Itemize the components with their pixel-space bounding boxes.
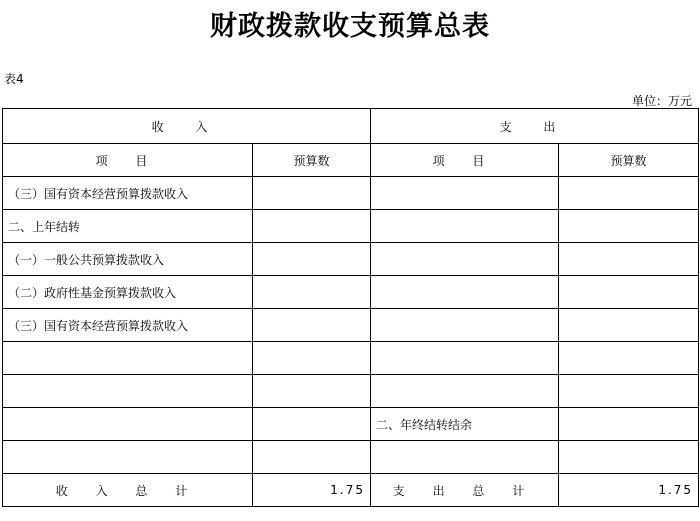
income-amount-cell — [253, 342, 371, 375]
table-row — [3, 441, 699, 474]
expense-amount-cell — [559, 342, 699, 375]
income-amount-cell — [253, 276, 371, 309]
expense-item-cell — [371, 243, 559, 276]
expense-section-header: 支 出 — [371, 109, 699, 144]
expense-amount-cell — [559, 276, 699, 309]
income-total-label: 收 入 总 计 — [3, 474, 253, 507]
income-item-header: 项 目 — [3, 144, 253, 177]
table-number: 表4 — [4, 72, 24, 86]
income-amount-header: 预算数 — [253, 144, 371, 177]
income-section-header: 收 入 — [3, 109, 371, 144]
totals-row — [3, 474, 699, 507]
table-row — [3, 408, 699, 441]
income-item-cell: 二、上年结转 — [3, 210, 253, 243]
income-amount-cell — [253, 408, 371, 441]
income-item-cell — [3, 408, 253, 441]
unit-label: 单位：万元 — [631, 94, 692, 108]
table-row — [3, 342, 699, 375]
income-amount-cell — [253, 441, 371, 474]
expense-item-header: 项 目 — [371, 144, 559, 177]
income-item-cell: （一）一般公共预算拨款收入 — [3, 243, 253, 276]
income-amount-cell — [253, 375, 371, 408]
income-item-cell — [3, 375, 253, 408]
expense-total-label: 支 出 总 计 — [371, 474, 559, 507]
table-row — [3, 210, 699, 243]
expense-amount-cell — [559, 408, 699, 441]
table-row — [3, 375, 699, 408]
expense-total-value: 1.75 — [559, 474, 699, 507]
expense-item-cell — [371, 375, 559, 408]
header-row-columns — [3, 144, 699, 177]
expense-item-cell — [371, 177, 559, 210]
table-row — [3, 309, 699, 342]
expense-amount-cell — [559, 177, 699, 210]
income-amount-cell — [253, 210, 371, 243]
table-row — [3, 243, 699, 276]
income-item-cell — [3, 342, 253, 375]
income-amount-cell — [253, 309, 371, 342]
income-item-cell: （三）国有资本经营预算拨款收入 — [3, 309, 253, 342]
income-item-cell — [3, 441, 253, 474]
expense-amount-cell — [559, 375, 699, 408]
expense-amount-cell — [559, 210, 699, 243]
expense-item-cell: 二、年终结转结余 — [371, 408, 559, 441]
expense-amount-cell — [559, 441, 699, 474]
expense-item-cell — [371, 309, 559, 342]
header-row-sections — [3, 109, 699, 144]
table-row — [3, 177, 699, 210]
expense-item-cell — [371, 210, 559, 243]
expense-item-cell — [371, 276, 559, 309]
income-total-value: 1.75 — [253, 474, 371, 507]
income-item-cell: （二）政府性基金预算拨款收入 — [3, 276, 253, 309]
expense-amount-header: 预算数 — [559, 144, 699, 177]
budget-table — [2, 108, 699, 507]
page-title: 财政拨款收支预算总表 — [210, 11, 490, 42]
income-amount-cell — [253, 177, 371, 210]
expense-item-cell — [371, 342, 559, 375]
expense-amount-cell — [559, 243, 699, 276]
expense-amount-cell — [559, 309, 699, 342]
table-row — [3, 276, 699, 309]
income-amount-cell — [253, 243, 371, 276]
income-item-cell: （三）国有资本经营预算拨款收入 — [3, 177, 253, 210]
expense-item-cell — [371, 441, 559, 474]
